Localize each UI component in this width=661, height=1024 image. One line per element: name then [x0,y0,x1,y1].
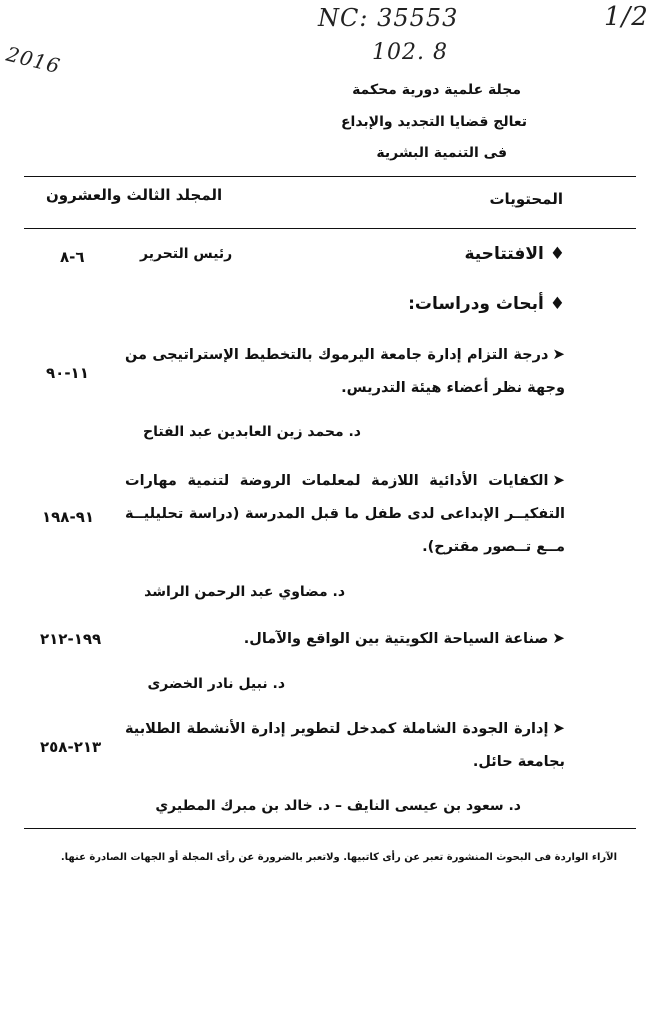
research-heading-label: أبحاث ودراسات: [408,294,544,314]
volume-heading: المجلد الثالث والعشرون [46,186,223,204]
disclaimer-note: الآراء الواردة فى البحوث المنشورة تعبر عن رأى كاتبيها. ولاتعبر بالضرورة عن رأى المجلة أو الجهات الصادرة عنها. [60,852,617,863]
arrow-bullet-icon: ➤ [552,471,565,489]
article-title-2 [125,464,565,564]
article-title-text: درجة التزام إدارة جامعة اليرموك بالتخطيط الإستراتيجى من وجهة نظر أعضاء هيئة التدريس. [125,347,565,396]
handwritten-code: 1/2 [604,2,649,32]
handwritten-call-number: NC: 35553 [318,4,459,32]
editorial-entry [464,244,565,264]
arrow-bullet-icon: ➤ [552,719,565,737]
top-divider [24,176,636,177]
article-title-4 [125,712,565,779]
journal-description-line-3: فى التنمية البشرية [376,145,507,161]
article-title-1 [125,338,565,405]
article-title-text: صناعة السياحة الكويتية بين الواقع والآمال. [243,631,549,647]
article-pages-2: ٩١-١٩٨ [42,508,95,526]
diamond-bullet-icon: ♦ [549,294,565,314]
contents-heading: المحتويات [489,190,563,208]
editorial-pages: ٦-٨ [60,248,85,266]
research-heading [408,294,565,314]
article-title-text: إدارة الجودة الشاملة كمدخل لتطوير إدارة الأنشطة الطلابية بجامعة حائل. [125,721,565,770]
article-title-text: الكفايات الأدائية اللازمة لمعلمات الروضة لتنمية مهارات التفكيــر الإبداعى لدى طفل ما قبل المدرسة (دراسة تحليليــة مــع تــصور مقترح). [125,473,565,555]
journal-description-line-1: مجلة علمية دورية محكمة [352,82,521,98]
journal-description-line-2: تعالج قضايا التجديد والإبداع [340,114,527,130]
article-title-3 [125,622,565,656]
article-author-4: د. سعود بن عيسى النايف – د. خالد بن مبرك المطيري [155,798,521,814]
handwritten-shelf-mark: 102. 8 [372,40,448,65]
article-pages-1: ١١-٩٠ [46,364,89,382]
editorial-title: الافتتاحية [464,244,544,264]
diamond-bullet-icon: ♦ [549,244,565,264]
editorial-author: رئيس التحرير [140,246,233,262]
arrow-bullet-icon: ➤ [552,629,565,647]
contents-divider [24,228,636,229]
article-author-2: د. مضاوي عبد الرحمن الراشد [144,584,345,600]
article-pages-3: ١٩٩-٢١٢ [40,630,102,648]
article-pages-4: ٢١٣-٢٥٨ [40,738,102,756]
bottom-divider [24,828,636,829]
arrow-bullet-icon: ➤ [552,345,565,363]
handwritten-year: 2016 [3,41,63,79]
article-author-1: د. محمد زين العابدين عبد الفتاح [143,424,361,440]
article-author-3: د. نبيل نادر الخضرى [147,676,285,692]
